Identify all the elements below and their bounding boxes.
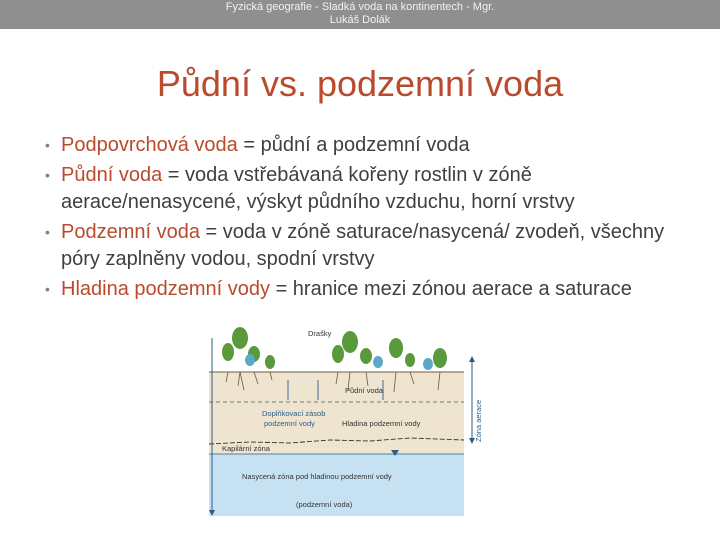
label-podzemni-voda: (podzemní voda): [296, 500, 353, 509]
label-pudni-voda: Půdní voda: [345, 386, 383, 395]
bullet-dot-icon: •: [45, 281, 50, 297]
bullet-text: = hranice mezi zónou aerace a saturace: [270, 278, 632, 300]
bullet-term: Hladina podzemní vody: [61, 278, 271, 300]
bullet-item: [45, 276, 705, 303]
bullet-dot-icon: •: [45, 137, 50, 153]
bullet-term: Podpovrchová voda: [61, 134, 238, 156]
label-hladina: Hladina podzemní vody: [342, 419, 421, 428]
plant-dew-left: [245, 354, 255, 366]
bullet-item: [45, 132, 705, 159]
bullet-list: [45, 132, 705, 306]
label-doplnkova: Doplňkovací zásob: [262, 409, 326, 418]
bullet-text: = půdní a podzemní voda: [237, 134, 470, 156]
slide-title: Půdní vs. podzemní voda: [156, 63, 564, 104]
presentation-header: [0, 0, 720, 29]
bullet-text: = voda v zóně saturace/nasycená/ zvodeň, všechny póry zaplněny vodou, spodní vrstvy: [61, 221, 665, 270]
header-line-2: Lukáš Dolák: [329, 14, 391, 26]
bullet-item: [45, 162, 705, 216]
label-kapilarni: Kapilární zóna: [222, 444, 270, 453]
label-drasky: Drašky: [308, 329, 332, 338]
bullet-term: Podzemní voda: [61, 221, 200, 243]
header-line-1: Fyzická geografie - Sladká voda na kontinentech - Mgr.: [225, 1, 495, 13]
label-nasycena: Nasycená zóna pod hladinou podzemní vody: [242, 472, 392, 481]
label-podzemni-vody: podzemní vody: [264, 419, 315, 428]
groundwater-diagram: [200, 320, 490, 518]
bullet-dot-icon: •: [45, 224, 50, 240]
bullet-item: [45, 219, 705, 273]
label-aerace: Zóna aerace: [474, 399, 483, 442]
groundwater-diagram-svg: [200, 320, 490, 518]
plant-dew-right: [373, 356, 433, 370]
arrow-head-icon: [469, 356, 475, 362]
bullet-dot-icon: •: [45, 167, 50, 183]
bullet-term: Půdní voda: [61, 164, 163, 186]
bullet-text: = voda vstřebávaná kořeny rostlin v zóně aerace/nenasycené, výskyt půdního vzduchu, horní vrstvy: [61, 164, 575, 213]
